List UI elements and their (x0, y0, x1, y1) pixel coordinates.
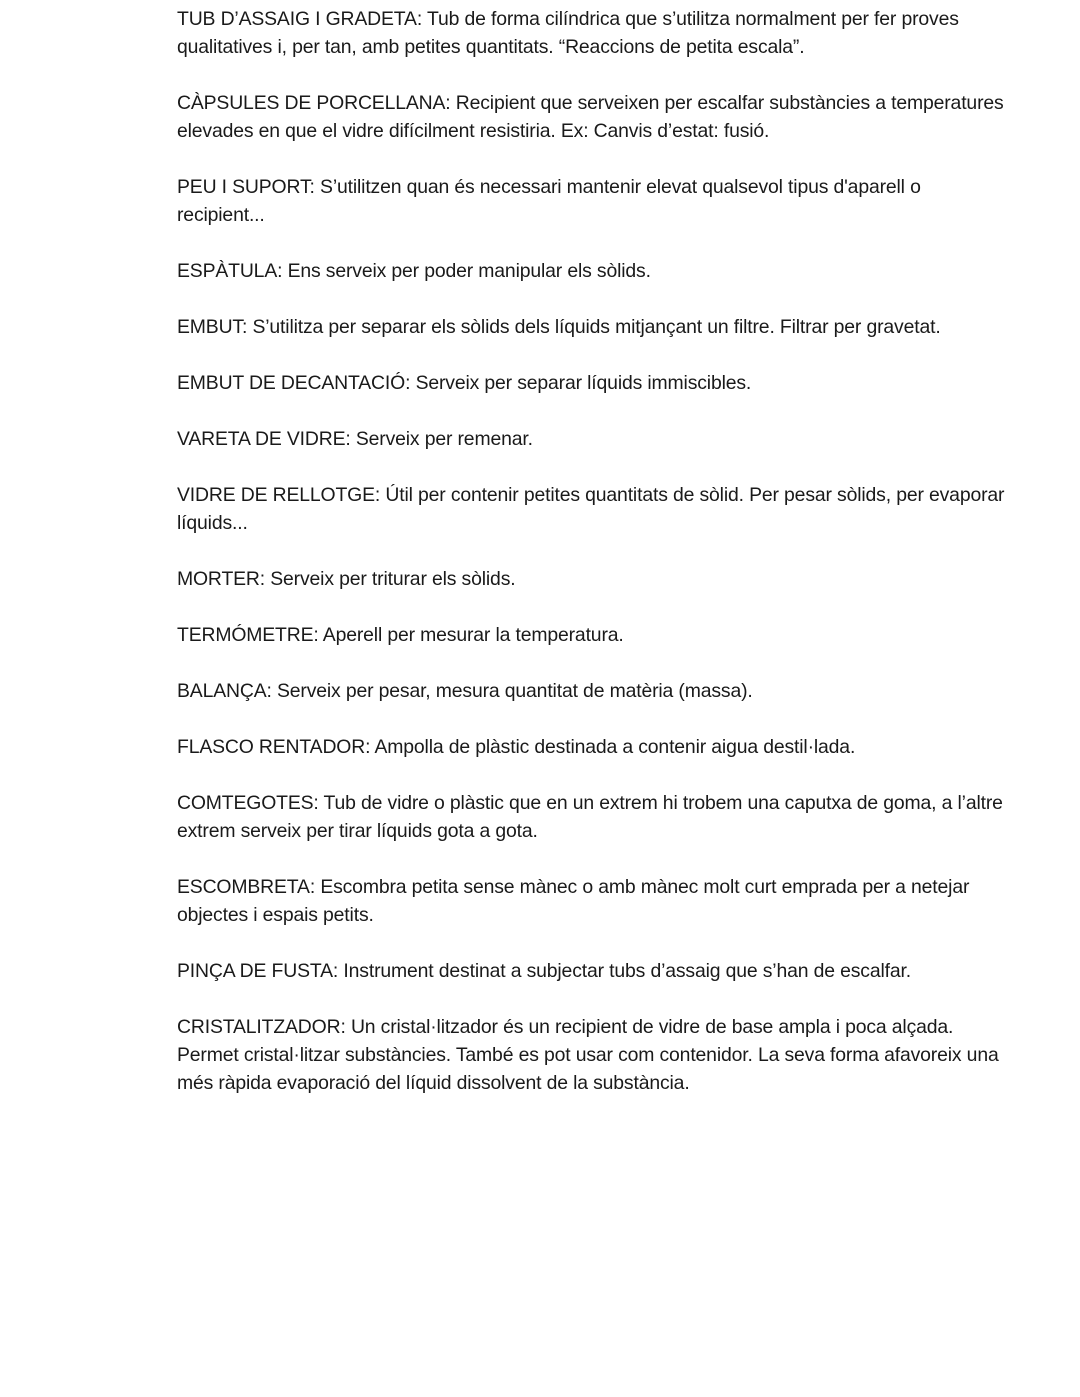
entry-definition: Escombra petita sense mànec o amb mànec molt curt emprada per a netejar objectes i espais petits. (177, 876, 970, 926)
glossary-list (177, 5, 1007, 1125)
entry-definition: Recipient que serveixen per escalfar substàncies a temperatures elevades en que el vidre difícilment resistiria. Ex: Canvis d’estat: fusió. (177, 92, 1004, 142)
glossary-entry-cristalitzador (177, 1013, 1007, 1097)
entry-definition: Aperell per mesurar la temperatura. (322, 624, 624, 646)
glossary-entry-vidre-rellotge (177, 481, 1007, 537)
glossary-entry-escombreta (177, 873, 1007, 929)
entry-definition: Serveix per remenar. (355, 428, 533, 450)
glossary-entry-balanca (177, 677, 1007, 705)
entry-term: PEU I SUPORT: (177, 176, 315, 198)
entry-definition: Tub de forma cilíndrica que s’utilitza normalment per fer proves qualitatives i, per tan, amb petites quantitats. “Reaccions de petita escala”. (177, 8, 959, 58)
entry-definition: S’utilitzen quan és necessari mantenir elevat qualsevol tipus d'aparell o recipient... (177, 176, 921, 226)
entry-definition: Un cristal·litzador és un recipient de vidre de base ampla i poca alçada. Permet cristal·litzar substàncies. També es pot usar com contenidor. La seva forma afavoreix una més ràpida evaporació del líquid dissolvent de la substància. (177, 1016, 999, 1094)
entry-definition: Ens serveix per poder manipular els sòlids. (287, 260, 651, 282)
glossary-entry-termometre (177, 621, 1007, 649)
glossary-entry-embut-decantacio (177, 369, 1007, 397)
entry-term: TUB D’ASSAIG I GRADETA: (177, 8, 423, 30)
entry-term: PINÇA DE FUSTA: (177, 960, 339, 982)
entry-definition: Ampolla de plàstic destinada a contenir aigua destil·lada. (374, 736, 856, 758)
entry-term: EMBUT DE DECANTACIÓ: (177, 372, 411, 394)
glossary-entry-pinca (177, 957, 1007, 985)
entry-definition: Tub de vidre o plàstic que en un extrem hi trobem una caputxa de goma, a l’altre extrem serveix per tirar líquids gota a gota. (177, 792, 1003, 842)
entry-definition: Serveix per triturar els sòlids. (270, 568, 516, 590)
glossary-entry-morter (177, 565, 1007, 593)
entry-term: CÀPSULES DE PORCELLANA: (177, 92, 451, 114)
entry-term: FLASCO RENTADOR: (177, 736, 371, 758)
entry-term: COMTEGOTES: (177, 792, 319, 814)
entry-term: ESCOMBRETA: (177, 876, 316, 898)
glossary-entry-tub-assaig (177, 5, 1007, 61)
glossary-entry-comtegotes (177, 789, 1007, 845)
glossary-entry-espatula (177, 257, 1007, 285)
entry-term: VARETA DE VIDRE: (177, 428, 351, 450)
entry-term: EMBUT: (177, 316, 248, 338)
entry-definition: Instrument destinat a subjectar tubs d’assaig que s’han de escalfar. (343, 960, 911, 982)
entry-definition: Serveix per pesar, mesura quantitat de matèria (massa). (276, 680, 753, 702)
glossary-entry-vareta (177, 425, 1007, 453)
entry-term: ESPÀTULA: (177, 260, 283, 282)
entry-definition: Serveix per separar líquids immiscibles. (415, 372, 752, 394)
entry-term: TERMÓMETRE: (177, 624, 319, 646)
entry-definition: Útil per contenir petites quantitats de sòlid. Per pesar sòlids, per evaporar líquids... (177, 484, 1005, 534)
entry-term: MORTER: (177, 568, 266, 590)
glossary-entry-embut (177, 313, 1007, 341)
entry-term: CRISTALITZADOR: (177, 1016, 346, 1038)
glossary-entry-flasco (177, 733, 1007, 761)
glossary-entry-peu-suport (177, 173, 1007, 229)
entry-term: BALANÇA: (177, 680, 272, 702)
glossary-entry-capsules (177, 89, 1007, 145)
entry-definition: S’utilitza per separar els sòlids dels líquids mitjançant un filtre. Filtrar per gravetat. (252, 316, 941, 338)
entry-term: VIDRE DE RELLOTGE: (177, 484, 381, 506)
